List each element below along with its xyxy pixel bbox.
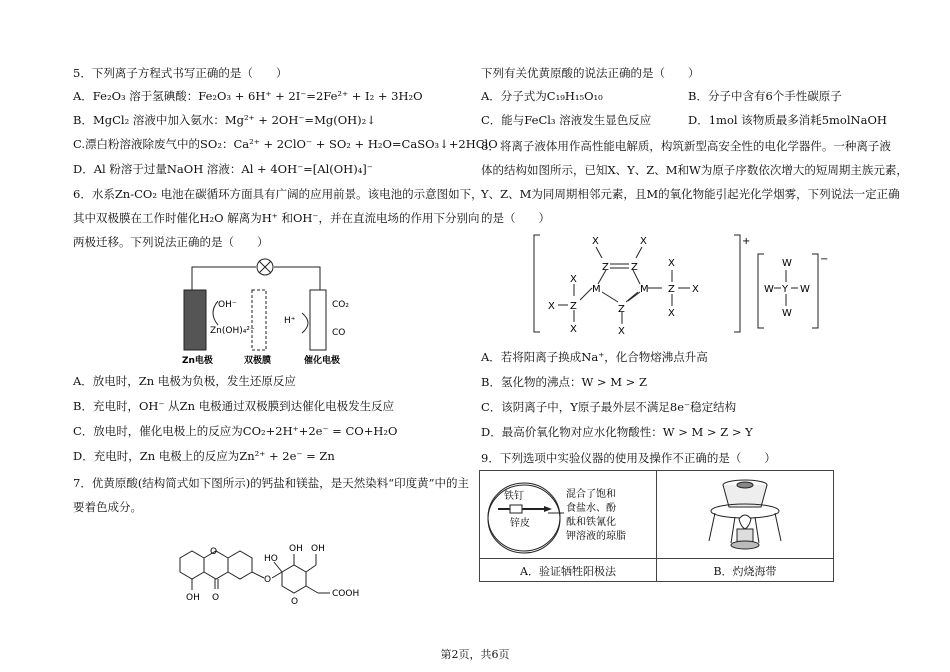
agar-line4: 钾溶液的琼脂 <box>566 531 626 542</box>
oh-label: OH⁻ <box>218 300 237 310</box>
zn-electrode-label: Zn电极 <box>182 356 213 366</box>
q8-option-a: A．若将阳离子换成Na⁺，化合物熔沸点升高 <box>481 350 708 364</box>
cation-charge: + <box>742 236 751 247</box>
q9-figure-table <box>479 470 834 582</box>
ketone-oxygen: O <box>212 593 220 603</box>
q6-option-c: C．放电时，催化电极上的反应为CO₂+2H⁺+2e⁻ = CO+H₂O <box>73 424 398 438</box>
q5-option-d: D．Al 粉溶于过量NaOH 溶液：Al + 4OH⁻=[Al(OH)₄]⁻ <box>73 162 373 176</box>
q8-option-d: D．最高价氧化物对应水化物酸性：W > M > Z > Y <box>481 425 753 439</box>
svg-text:X: X <box>668 258 675 269</box>
q6-stem-line1: 6．水系Zn-CO₂ 电池在碳循环方面具有广阔的应用前景。该电池的示意图如下， <box>73 187 483 201</box>
q7-option-b: B．分子中含有6个手性碳原子 <box>688 89 842 103</box>
phenol-oh: OH <box>186 593 200 603</box>
catalytic-electrode-label: 催化电极 <box>304 356 341 366</box>
sugar-oh-right: OH <box>311 544 325 554</box>
svg-text:X: X <box>548 301 555 312</box>
q9-stem: 9．下列选项中实验仪器的使用及操作不正确的是（ ） <box>481 451 776 465</box>
battery-diagram <box>170 255 370 370</box>
q9-caption-b: B．灼烧海带 <box>713 565 777 578</box>
svg-text:Z: Z <box>570 301 577 312</box>
q9-caption-row <box>480 558 833 582</box>
ionic-liquid-structure <box>530 230 830 340</box>
svg-text:Z: Z <box>631 262 638 273</box>
q8-option-b: B．氢化物的沸点：W > M > Z <box>481 375 647 389</box>
svg-text:M: M <box>640 284 649 295</box>
svg-text:X: X <box>668 308 675 319</box>
sacrificial-anode-figure <box>480 471 656 558</box>
q8-stem-line1: 8．将离子液体用作高性能电解质，构筑新型高安全性的电化学器件。一种离子液 <box>481 139 891 153</box>
svg-text:W: W <box>800 284 810 295</box>
q6-stem-line2: 其中双极膜在工作时催化H₂O 解离为H⁺ 和OH⁻，并在直流电场的作用下分别向 <box>73 211 480 225</box>
burning-kelp-figure <box>657 471 833 558</box>
euxanthic-acid-structure <box>160 518 385 618</box>
pyran-oxygen: O <box>210 547 218 557</box>
svg-text:W: W <box>782 258 792 269</box>
q8-stem-line2: 体的结构如图所示，已知X、Y、Z、M和W为原子序数依次增大的短周期主族元素， <box>481 163 908 177</box>
ring-oxygen: O <box>291 597 299 607</box>
svg-text:Z: Z <box>618 304 625 315</box>
sugar-ho: HO <box>264 554 278 564</box>
svg-text:X: X <box>618 326 625 337</box>
q8-stem-line4: 的是（ ） <box>481 211 550 225</box>
svg-text:W: W <box>782 308 792 319</box>
svg-text:Z: Z <box>668 284 675 295</box>
agar-line2: 食盐水、酚 <box>566 503 616 514</box>
agar-line3: 酞和铁氰化 <box>566 517 616 528</box>
svg-text:M: M <box>592 284 601 295</box>
zinc-label: 锌皮 <box>510 518 530 529</box>
membrane-label: 双极膜 <box>244 356 272 366</box>
nail-label: 铁钉 <box>504 491 524 502</box>
co2-label: CO₂ <box>332 300 349 310</box>
anion-charge: − <box>820 254 829 265</box>
svg-text:Y: Y <box>782 284 789 295</box>
cooh-label: COOH <box>332 589 360 599</box>
svg-text:X: X <box>592 236 599 247</box>
svg-text:X: X <box>692 284 699 295</box>
q7-option-a: A．分子式为C₁₉H₁₅O₁₀ <box>481 89 603 103</box>
q7-question: 下列有关优黄原酸的说法正确的是（ ） <box>481 66 700 80</box>
bipolar-membrane <box>252 290 266 350</box>
zn-complex-label: Zn(OH)₄²⁻ <box>210 326 255 336</box>
q6-option-d: D．充电时，Zn 电极上的反应为Zn²⁺ + 2e⁻ = Zn <box>73 449 335 463</box>
q8-option-c: C．该阴离子中，Y原子最外层不满足8e⁻稳定结构 <box>481 400 737 414</box>
page-footer: 第2页，共6页 <box>440 648 510 661</box>
svg-text:X: X <box>570 274 577 285</box>
co-label: CO <box>332 328 346 338</box>
svg-text:X: X <box>570 324 577 335</box>
agar-line1: 混合了饱和 <box>566 489 616 500</box>
q5-stem: 5．下列离子方程式书写正确的是（ ） <box>73 66 288 80</box>
svg-text:W: W <box>764 284 774 295</box>
catalytic-electrode <box>310 290 326 350</box>
q6-option-b: B．充电时，OH⁻ 从Zn 电极通过双极膜到达催化电极发生反应 <box>73 399 395 413</box>
q7-option-d: D．1mol 该物质最多消耗5molNaOH <box>688 113 887 127</box>
q7-option-c: C．能与FeCl₃ 溶液发生显色反应 <box>481 113 652 127</box>
zn-electrode <box>184 290 206 350</box>
svg-text:X: X <box>640 236 647 247</box>
hplus-label: H⁺ <box>284 316 296 326</box>
q6-stem-line3: 两极迁移。下列说法正确的是（ ） <box>73 235 269 249</box>
q8-stem-line3: Y、Z、M为同周期相邻元素，且M的氧化物能引起光化学烟雾，下列说法一定正确 <box>481 187 900 201</box>
q5-option-c: C.漂白粉溶液除废气中的SO₂：Ca²⁺ + 2ClO⁻ + SO₂ + H₂O=CaSO₃↓+2HClO <box>73 137 498 151</box>
q9-caption-a: A．验证牺牲阳极法 <box>520 565 616 578</box>
q7-stem-line2: 要着色成分。 <box>73 500 142 514</box>
q5-option-a: A．Fe₂O₃ 溶于氢碘酸：Fe₂O₃ + 6H⁺ + 2I⁻=2Fe²⁺ + I₂ + 3H₂O <box>73 89 423 103</box>
q7-stem-line1: 7．优黄原酸(结构简式如下图所示)的钙盐和镁盐，是天然染料“印度黄”中的主 <box>73 476 470 490</box>
q6-option-a: A．放电时，Zn 电极为负极，发生还原反应 <box>73 374 296 388</box>
svg-text:Z: Z <box>602 262 609 273</box>
glycoside-oxygen: O <box>264 575 272 585</box>
sugar-oh-top: OH <box>289 544 303 554</box>
q5-option-b: B．MgCl₂ 溶液中加入氨水：Mg²⁺ + 2OH⁻=Mg(OH)₂↓ <box>73 113 376 127</box>
